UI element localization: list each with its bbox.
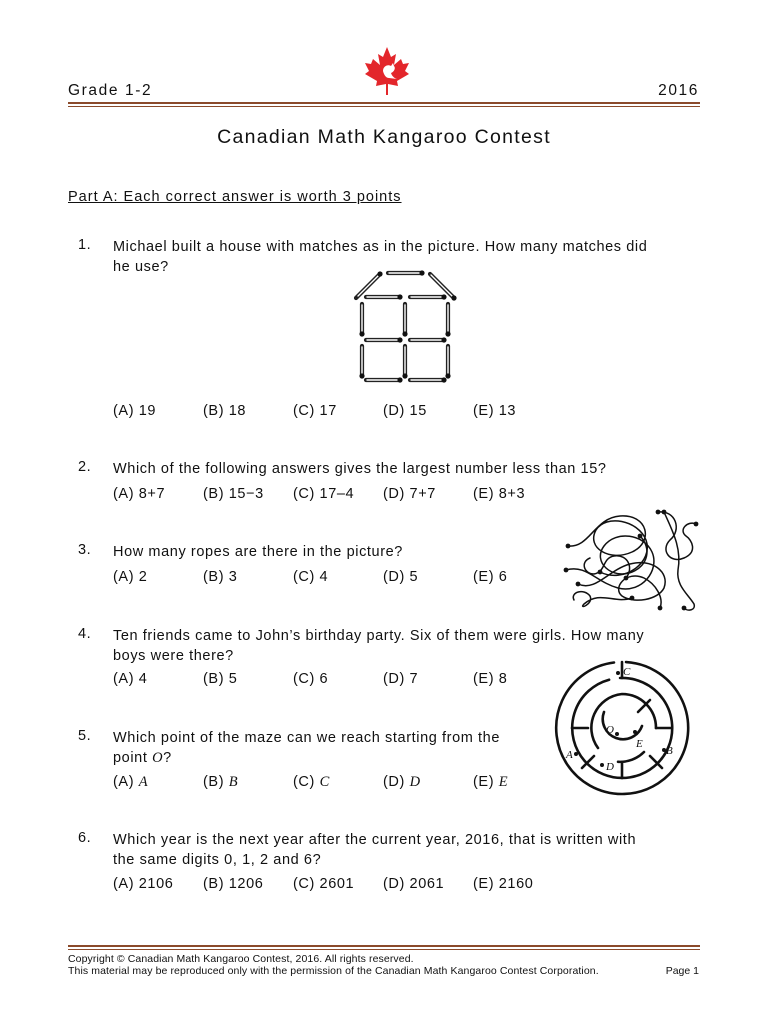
q2-option-a[interactable]: (A) 8+7: [113, 486, 166, 502]
page-number: Page 1: [665, 965, 699, 977]
q5-option-e[interactable]: (E) E: [473, 774, 509, 790]
question-4-text-line-1: Ten friends came to John’s birthday party. Six of them were girls. How many: [113, 628, 645, 644]
question-6-text-line-1: Which year is the next year after the current year, 2016, that is written with: [113, 832, 637, 848]
question-4-text-line-2: boys were there?: [113, 648, 234, 664]
q2-option-c[interactable]: (C) 17–4: [293, 486, 355, 502]
q3-option-d[interactable]: (D) 5: [383, 569, 419, 585]
part-a-heading: Part A: Each correct answer is worth 3 points: [68, 189, 402, 205]
question-1-text-line-2: he use?: [113, 259, 169, 275]
footer-rule-bottom: [68, 949, 700, 950]
header-rule-bottom: [68, 106, 700, 107]
q6-option-a[interactable]: (A) 2106: [113, 876, 174, 892]
year-label: 2016: [658, 82, 699, 99]
q5-option-a[interactable]: (A) A: [113, 774, 149, 790]
q2-option-e[interactable]: (E) 8+3: [473, 486, 526, 502]
question-5-text-line-2: point O?: [113, 750, 172, 766]
question-6-number: 6.: [78, 830, 92, 846]
question-4-number: 4.: [78, 626, 92, 642]
q3-option-e[interactable]: (E) 6: [473, 569, 508, 585]
question-3-number: 3.: [78, 542, 92, 558]
q3-option-a[interactable]: (A) 2: [113, 569, 148, 585]
question-6-text: [113, 830, 636, 870]
question-5-text-line-1: Which point of the maze can we reach starting from the: [113, 730, 501, 746]
maple-leaf-kangaroo-icon: [363, 45, 411, 99]
q4-option-e[interactable]: (E) 8: [473, 671, 508, 687]
q3-option-c[interactable]: (C) 4: [293, 569, 329, 585]
q2-option-d[interactable]: (D) 7+7: [383, 486, 436, 502]
q1-option-a[interactable]: (A) 19: [113, 403, 157, 419]
permission-line: This material may be reproduced only with the permission of the Canadian Math Kangaroo Contest Corporation.: [68, 965, 599, 977]
q6-option-b[interactable]: (B) 1206: [203, 876, 264, 892]
q6-option-c[interactable]: (C) 2601: [293, 876, 355, 892]
q1-option-b[interactable]: (B) 18: [203, 403, 247, 419]
q4-option-b[interactable]: (B) 5: [203, 671, 238, 687]
q4-option-a[interactable]: (A) 4: [113, 671, 148, 687]
q1-option-d[interactable]: (D) 15: [383, 403, 427, 419]
circular-maze-figure: [554, 660, 690, 796]
q5-option-d[interactable]: (D) D: [383, 774, 421, 790]
copyright-line: Copyright © Canadian Math Kangaroo Contest, 2016. All rights reserved.: [68, 953, 414, 965]
q5-option-c[interactable]: (C) C: [293, 774, 330, 790]
question-1-number: 1.: [78, 237, 92, 253]
maze-label-e: E: [636, 738, 643, 750]
question-2-number: 2.: [78, 459, 92, 475]
q1-option-c[interactable]: (C) 17: [293, 403, 337, 419]
question-5-text: [113, 728, 500, 768]
tangled-ropes-figure: [560, 500, 700, 614]
q1-option-e[interactable]: (E) 13: [473, 403, 517, 419]
question-2-text: Which of the following answers gives the largest number less than 15?: [113, 461, 607, 477]
q4-option-c[interactable]: (C) 6: [293, 671, 329, 687]
point-o-variable: O: [152, 750, 164, 766]
q4-option-d[interactable]: (D) 7: [383, 671, 419, 687]
q6-option-d[interactable]: (D) 2061: [383, 876, 445, 892]
header-rule-top: [68, 102, 700, 104]
q2-option-b[interactable]: (B) 15−3: [203, 486, 264, 502]
question-1-text-line-1: Michael built a house with matches as in the picture. How many matches did: [113, 239, 648, 255]
maze-label-o: O: [606, 724, 614, 736]
grade-label: Grade 1-2: [68, 82, 153, 99]
maze-label-d: D: [606, 761, 614, 773]
page-title: Canadian Math Kangaroo Contest: [217, 126, 551, 148]
q3-option-b[interactable]: (B) 3: [203, 569, 238, 585]
matchstick-house-figure: [350, 268, 460, 384]
maze-label-b: B: [666, 745, 673, 757]
q5-option-b[interactable]: (B) B: [203, 774, 239, 790]
maze-label-a: A: [566, 749, 573, 761]
q6-option-e[interactable]: (E) 2160: [473, 876, 534, 892]
question-5-number: 5.: [78, 728, 92, 744]
footer-rule-top: [68, 945, 700, 947]
question-3-text: How many ropes are there in the picture?: [113, 544, 403, 560]
maze-label-c: C: [623, 666, 631, 678]
question-6-text-line-2: the same digits 0, 1, 2 and 6?: [113, 852, 322, 868]
